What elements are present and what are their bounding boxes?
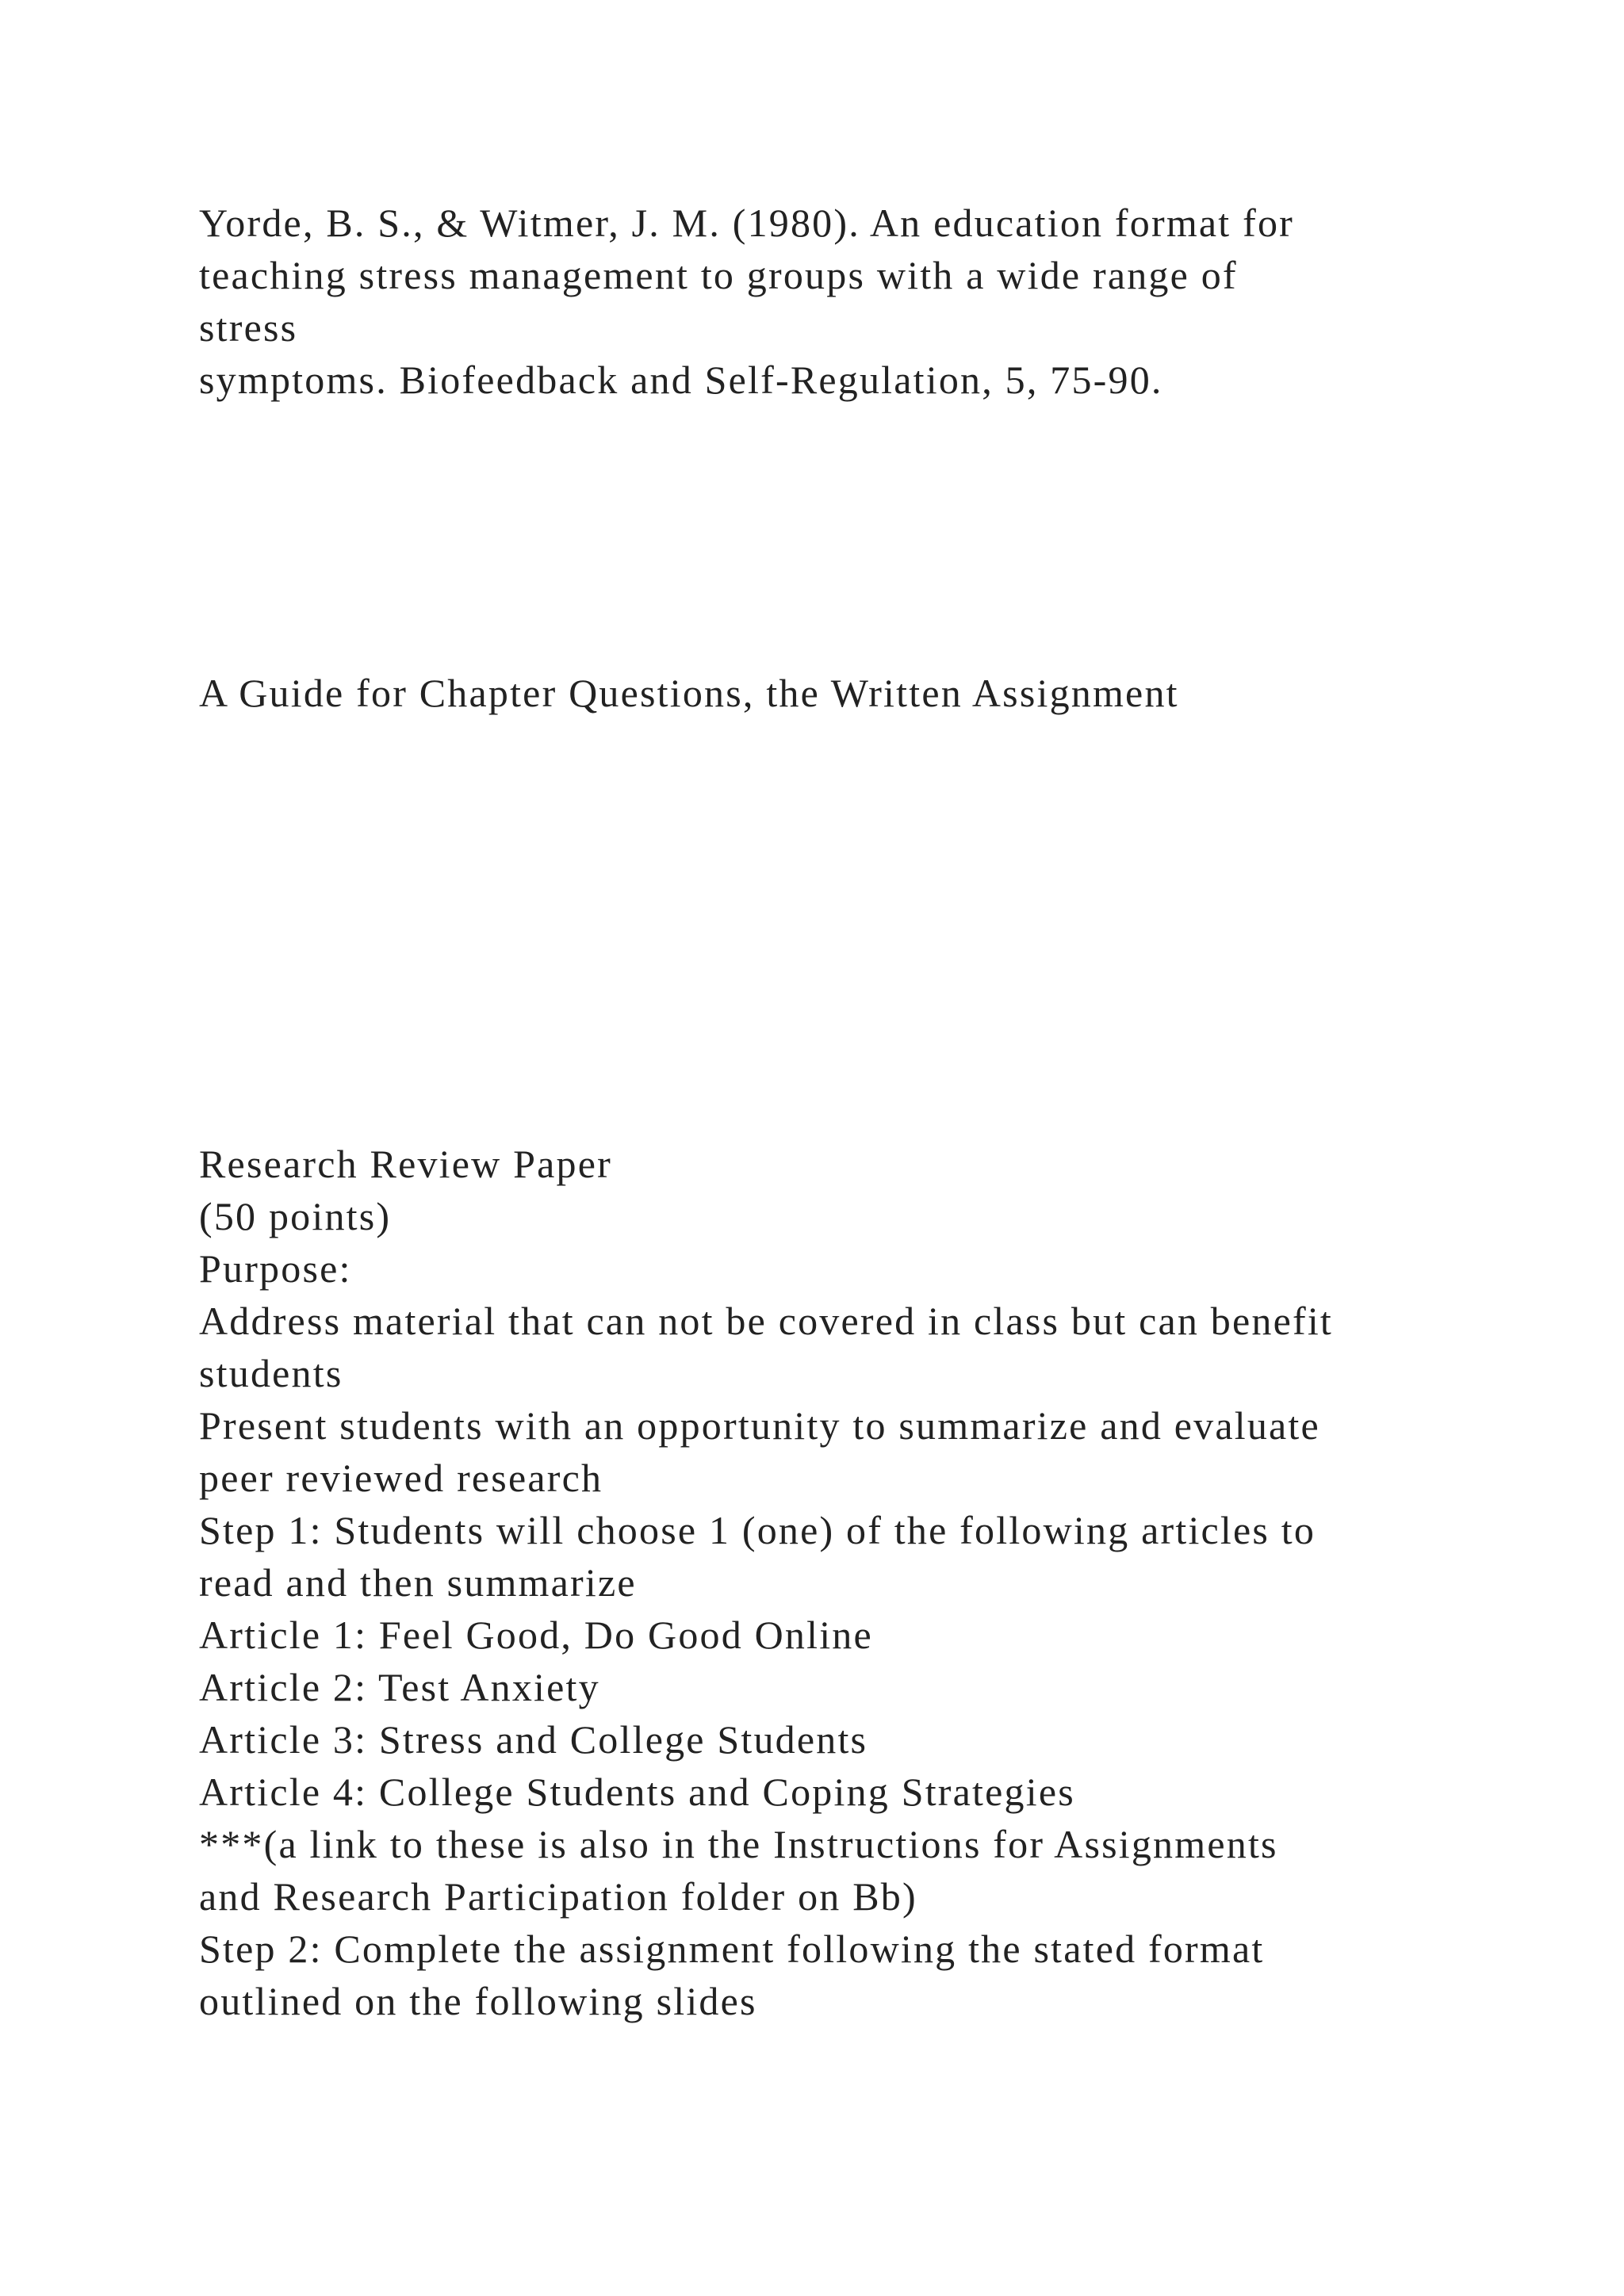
step-1: Step 1: Students will choose 1 (one) of the following articles to	[199, 1508, 1316, 1552]
article-2: Article 2: Test Anxiety	[199, 1665, 600, 1709]
text-line: stress	[199, 305, 298, 350]
text-line: Present students with an opportunity to summarize and evaluate	[199, 1403, 1320, 1448]
purpose-heading: Purpose:	[199, 1246, 352, 1291]
text-line: outlined on the following slides	[199, 1979, 757, 2023]
assignment-section	[199, 1138, 1547, 2027]
text-line: symptoms. Biofeedback and Self-Regulation, 5, 75-90.	[199, 358, 1163, 402]
guide-title	[199, 667, 1547, 719]
link-note: ***(a link to these is also in the Instructions for Assignments	[199, 1822, 1278, 1866]
text-line: Address material that can not be covered in class but can benefit	[199, 1299, 1334, 1343]
step-2: Step 2: Complete the assignment following the stated format	[199, 1927, 1265, 1971]
reference-citation	[199, 197, 1547, 406]
article-1: Article 1: Feel Good, Do Good Online	[199, 1613, 873, 1657]
assignment-title: Research Review Paper	[199, 1142, 613, 1186]
text-line: teaching stress management to groups with a wide range of	[199, 253, 1238, 297]
article-3: Article 3: Stress and College Students	[199, 1717, 868, 1762]
text-line: Yorde, B. S., & Witmer, J. M. (1980). An education format for	[199, 201, 1295, 245]
text-line: students	[199, 1351, 343, 1395]
text-line: read and then summarize	[199, 1560, 637, 1605]
article-4: Article 4: College Students and Coping Strategies	[199, 1770, 1075, 1814]
text-line: and Research Participation folder on Bb)	[199, 1874, 917, 1919]
text-line: A Guide for Chapter Questions, the Written Assignment	[199, 671, 1179, 715]
text-line: peer reviewed research	[199, 1456, 603, 1500]
assignment-points: (50 points)	[199, 1194, 392, 1238]
